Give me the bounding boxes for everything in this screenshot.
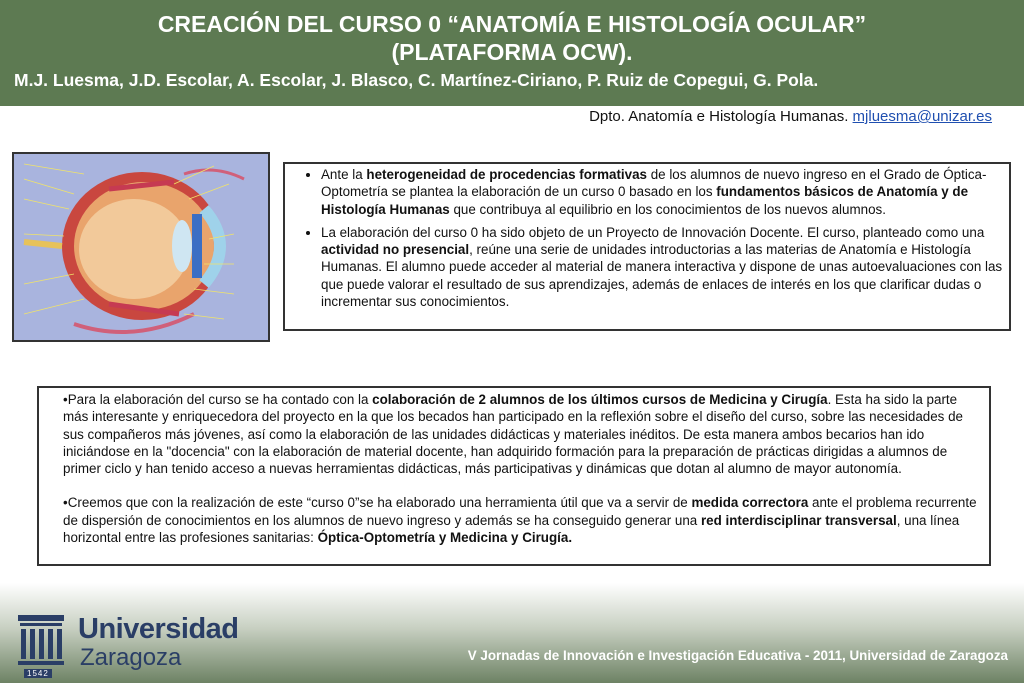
intro-list: [303, 166, 1003, 310]
email-link[interactable]: mjluesma@unizar.es: [852, 108, 992, 125]
logo-year: 1542: [24, 669, 52, 678]
university-logo: [16, 611, 246, 679]
intro-item: • Ante la heterogeneidad de procedencias formativas de los alumnos de nuevo ingreso en el Grado de Óptica-Optometría se plantea la elaboración de un curso 0 basado en los fundamentos básicos de Anatomía y de Histología Humanas que contribuya al equilibrio en los conocimientos de los nuevos alumnos.: [321, 166, 1003, 218]
collaboration-box: [37, 386, 991, 566]
university-crest-icon: [16, 611, 66, 671]
poster-title-line1: CREACIÓN DEL CURSO 0 “ANATOMÍA E HISTOLOGÍA OCULAR”: [157, 11, 867, 37]
intro-box: [283, 162, 1011, 331]
poster-footer: [0, 583, 1024, 683]
eye-anatomy-icon: [14, 154, 268, 340]
event-name: V Jornadas de Innovación e Investigación Educativa - 2011, Universidad de Zaragoza: [467, 648, 1008, 663]
eye-anatomy-figure: [12, 152, 270, 342]
authors: M.J. Luesma, J.D. Escolar, A. Escolar, J. Blasco, C. Martínez-Ciriano, P. Ruiz de Copegui, G. Pola.: [14, 70, 819, 90]
conclusion-paragraph: •Creemos que con la realización de este “curso 0”se ha elaborado una herramienta útil que va a servir de medida correctora ante el problema recurrente de dispersión de conocimientos en los alumnos de nuevo ingreso y además se ha conseguido generar una red interdisciplinar transversal, una línea horizontal entre las profesiones sanitarias: Óptica-Optometría y Medicina y Cirugía.: [63, 495, 977, 546]
logo-text-universidad: Universidad: [78, 613, 239, 645]
poster-title-line2: (PLATAFORMA OCW).: [391, 39, 633, 65]
collaboration-paragraph: •Para la elaboración del curso se ha contado con la colaboración de 2 alumnos de los últimos cursos de Medicina y Cirugía. Esta ha sido la parte más interesante y enriquecedora del proyecto en la que los becados han participado en la reflexión sobre el diseño del curso, sobre las necesidades de sus compañeros más jóvenes, así como la elaboración de las unidades didácticas y materiales inéditos. De esta manera ambos becarios han ido iniciándose en la "docencia" con la elaboración de material docente, han adquirido formación para la preparación de prácticas dirigidas a alumnos de primer ciclo y han tenido acceso a nuevas herramientas didácticas, más participativas y dinámicas que dotan al alumno de mayor autonomía.: [63, 392, 963, 477]
poster-header: [0, 0, 1024, 106]
intro-item: • La elaboración del curso 0 ha sido objeto de un Proyecto de Innovación Docente. El curso, planteado como una actividad no presencial, reúne una serie de unidades introductorias a las materias de Anatomía e Histología Humanas. El alumno puede acceder al material de manera interactiva y dispone de unas autoevaluaciones con las que puede valorar el resultado de sus aprendizajes, además de enlaces de interés en los que clarificar dudas o incrementar sus conocimientos.: [321, 224, 1003, 310]
logo-text-zaragoza: Zaragoza: [80, 644, 182, 671]
department-text: Dpto. Anatomía e Histología Humanas.: [589, 108, 849, 125]
department-line: [589, 108, 992, 125]
